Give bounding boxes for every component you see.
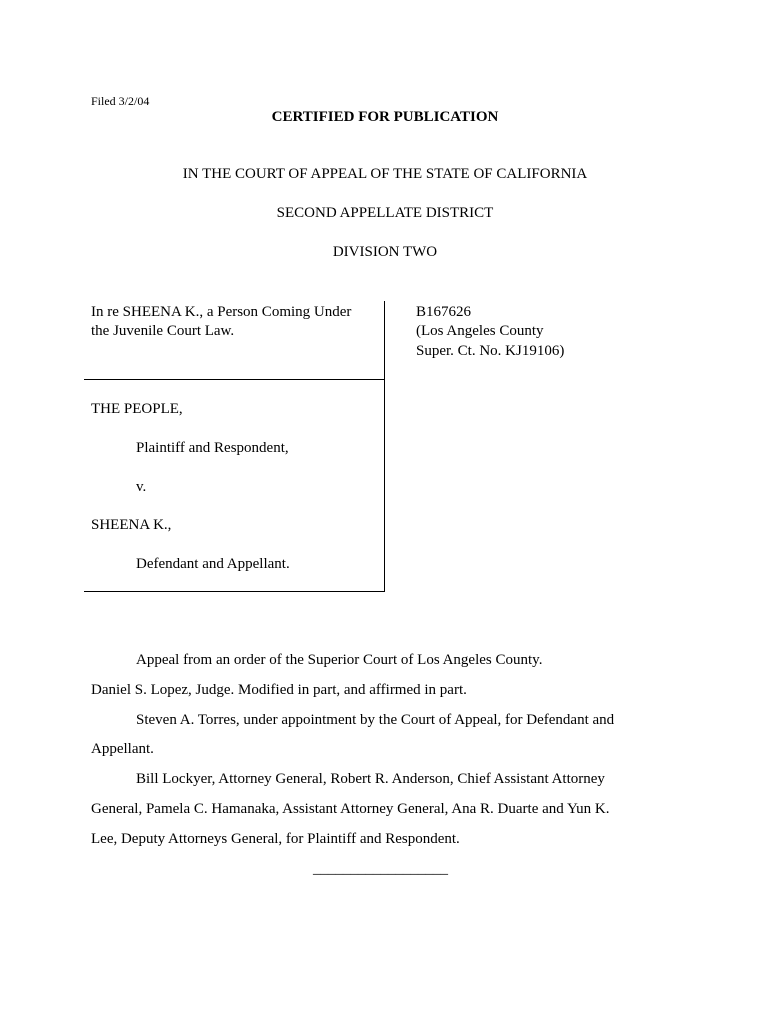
defense-counsel-line-2: Appellant.: [91, 741, 154, 757]
separator-line: __________________: [313, 861, 448, 877]
prosecution-counsel-line-1: Bill Lockyer, Attorney General, Robert R. Anderson, Chief Assistant Attorney: [136, 771, 605, 787]
plaintiff-role: Plaintiff and Respondent,: [136, 440, 289, 456]
court-name: IN THE COURT OF APPEAL OF THE STATE OF CALIFORNIA: [182, 166, 588, 182]
party-people: THE PEOPLE,: [91, 401, 183, 417]
caption-vertical-rule: [384, 301, 385, 592]
party-defendant: SHEENA K.,: [91, 517, 172, 533]
certified-heading: CERTIFIED FOR PUBLICATION: [271, 109, 499, 125]
prosecution-counsel-line-2: General, Pamela C. Hamanaka, Assistant Attorney General, Ana R. Duarte and Yun K.: [91, 801, 610, 817]
county: (Los Angeles County: [416, 323, 544, 339]
division-name: DIVISION TWO: [332, 244, 438, 260]
prosecution-counsel-line-3: Lee, Deputy Attorneys General, for Plaintiff and Respondent.: [91, 831, 460, 847]
filed-date: Filed 3/2/04: [91, 94, 150, 108]
defendant-role: Defendant and Appellant.: [136, 556, 290, 572]
district-name: SECOND APPELLATE DISTRICT: [276, 205, 494, 221]
case-number: B167626: [416, 304, 472, 320]
appeal-line-2: Daniel S. Lopez, Judge. Modified in part, and affirmed in part.: [91, 682, 467, 698]
caption-divider-rule: [84, 379, 385, 380]
caption-bottom-rule: [84, 591, 385, 592]
in-re-line-2: the Juvenile Court Law.: [91, 323, 235, 339]
versus: v.: [136, 479, 147, 495]
superior-court-number: Super. Ct. No. KJ19106): [416, 343, 565, 359]
defense-counsel-line-1: Steven A. Torres, under appointment by the Court of Appeal, for Defendant and: [136, 712, 615, 728]
appeal-line-1: Appeal from an order of the Superior Court of Los Angeles County.: [136, 652, 543, 668]
in-re-line-1: In re SHEENA K., a Person Coming Under: [91, 304, 352, 320]
